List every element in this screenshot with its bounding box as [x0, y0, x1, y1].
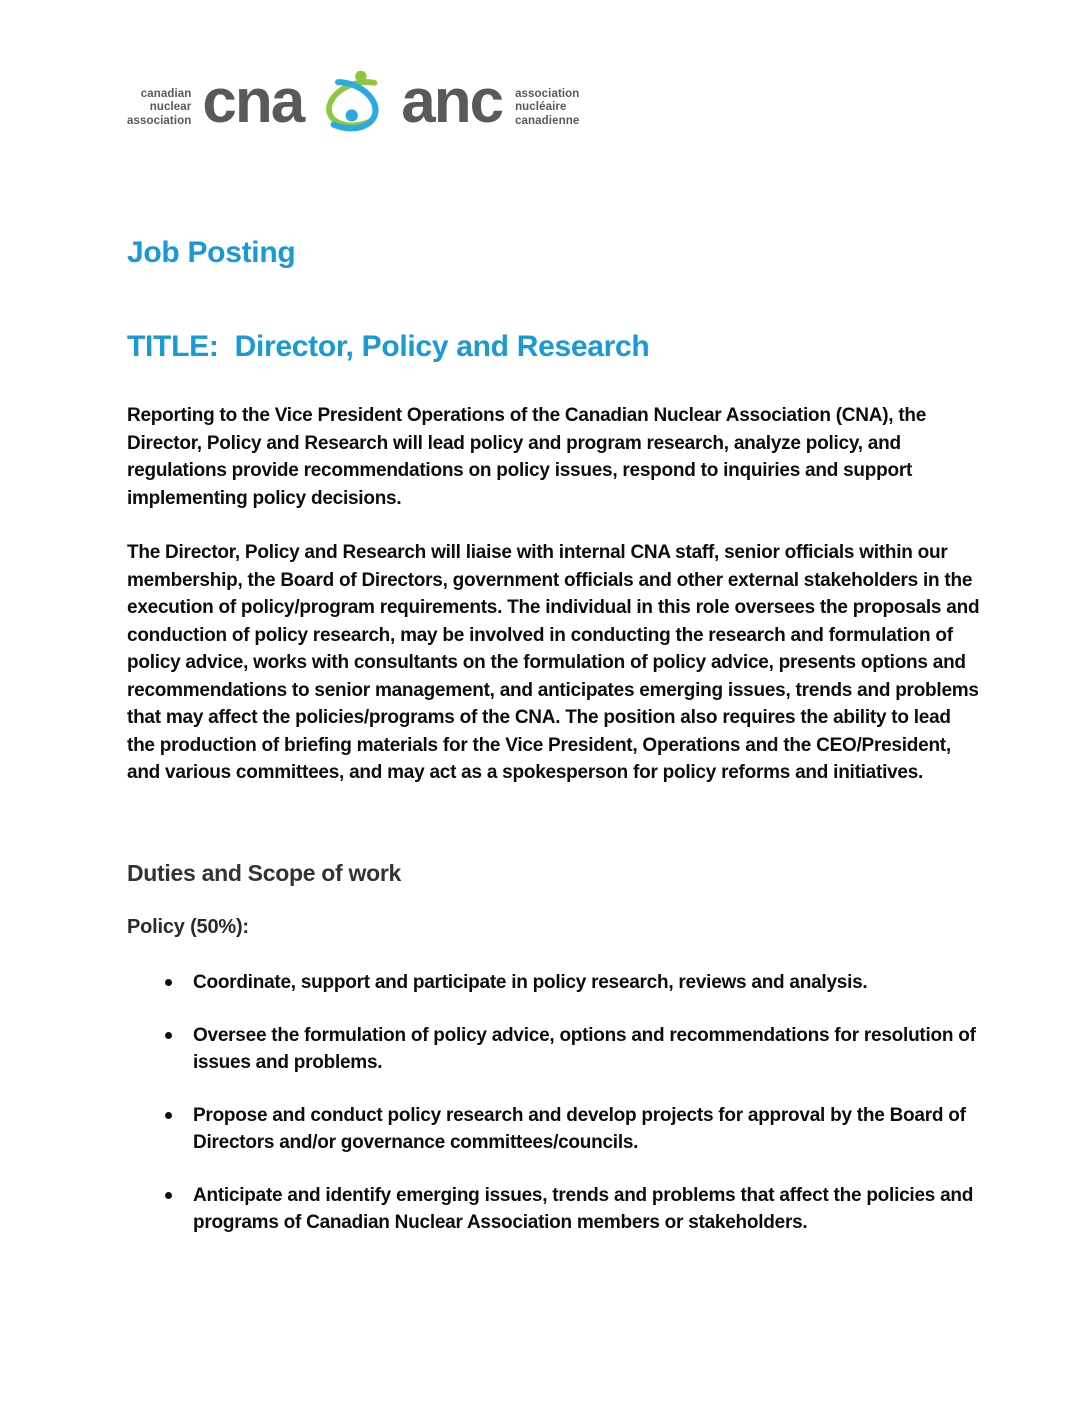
logo-french-wordmark	[515, 88, 579, 129]
policy-duties-list	[127, 969, 983, 1262]
list-item: Coordinate, support and participate in policy research, reviews and analysis.	[127, 969, 983, 997]
logo-english-wordmark	[127, 88, 191, 129]
list-item: Propose and conduct policy research and develop projects for approval by the Board of Directors and/or governance committees/councils.	[127, 1102, 983, 1157]
logo-text-line: association	[515, 87, 580, 100]
logo-text-line: nuclear	[149, 101, 192, 114]
atom-orbit-icon	[311, 70, 397, 142]
list-item: Anticipate and identify emerging issues, trends and problems that affect the policies and programs of Canadian Nuclear Association members or stakeholders.	[127, 1182, 983, 1237]
role-description-paragraph: The Director, Policy and Research will liaise with internal CNA staff, senior officials within our membership, the Board of Directors, government officials and other external stakeholders in the execution of policy/program requirements. The individual in this role oversees the proposals and conduction of policy research, may be involved in conducting the research and formulation of policy advice, works with consultants on the formulation of policy advice, presents options and recommendations to senior management, and anticipates emerging issues, trends and problems that may affect the policies/programs of the CNA. The position also requires the ability to lead the production of briefing materials for the Vice President, Operations and the CEO/President, and various committees, and may act as a spokesperson for policy reforms and initiatives.	[127, 542, 980, 783]
logo-text-line: association	[127, 114, 192, 127]
cna-logo	[127, 67, 580, 144]
position-title-heading: TITLE: Director, Policy and Research	[127, 330, 650, 363]
intro-paragraph: Reporting to the Vice President Operations of the Canadian Nuclear Association (CNA), the Director, Policy and Research will lead policy and program research, analyze policy, and regulations provide recommendations on policy issues, respond to inquiries and support implementing policy decisions.	[127, 405, 927, 509]
list-item: Oversee the formulation of policy advice, options and recommendations for resolution of issues and problems.	[127, 1022, 983, 1077]
anc-acronym: anc	[401, 67, 503, 136]
job-posting-heading: Job Posting	[127, 236, 296, 269]
cna-acronym: cna	[202, 67, 304, 136]
logo-text-line: nucléaire	[515, 101, 567, 114]
duties-scope-heading: Duties and Scope of work	[127, 860, 401, 886]
logo-text-line: canadienne	[515, 114, 580, 127]
policy-percentage-label: Policy (50%):	[127, 916, 249, 938]
logo-text-line: canadian	[140, 87, 192, 100]
